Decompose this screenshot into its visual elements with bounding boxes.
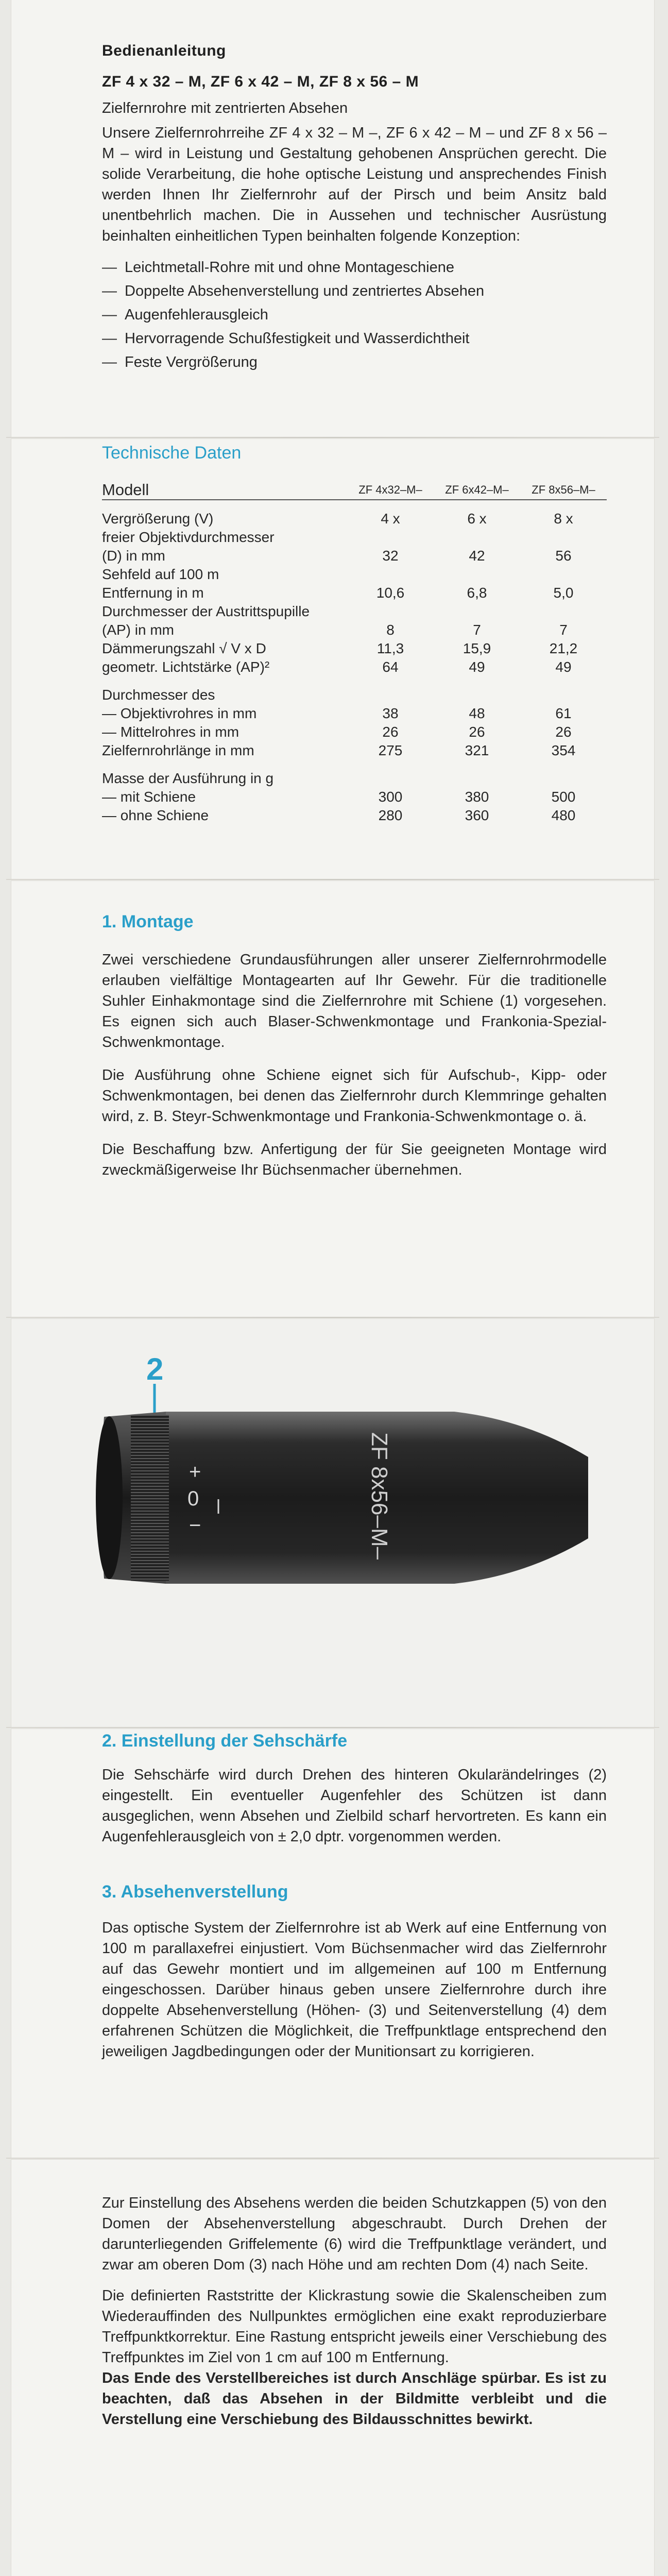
sehschaerfe-title: 2. Einstellung der Sehschärfe: [102, 1731, 348, 1751]
table-row: (D) in mm 32 42 56: [102, 548, 572, 564]
svg-text:+: +: [189, 1461, 201, 1483]
table-header: Modell ZF 4x32–M– ZF 6x42–M– ZF 8x56–M–: [102, 481, 595, 499]
table-row: Entfernung in m 10,6 6,8 5,0: [102, 585, 574, 601]
svg-text:0: 0: [187, 1487, 199, 1510]
list-item: — Leichtmetall-Rohre mit und ohne Montageschiene: [102, 259, 454, 276]
table-row: — Objektivrohres in mm 38 48 61: [102, 705, 572, 721]
intro-text: Unsere Zielfernrohrreihe ZF 4 x 32 – M –, ZF 6 x 42 – M – und ZF 8 x 56 – M – wird in Leistung und Gestaltung gehobenen Ansprüchen gerecht. Die solide Verarbeitung, die hohe optische Leistung und ansprechendes Finish werden Ihnen Ihr Zielfernrohr auf der Pirsch und beim Ansitz bald unentbehrlich machen. Die in Aussehen und technischer Ausrüstung beinhalten einheitlichen Typen beinhalten folgende Konzeption:: [102, 125, 607, 244]
table-row: freier Objektivdurchmesser: [102, 529, 275, 545]
absehen-paragraph-2: Zur Einstellung des Absehens werden die beiden Schutzkappen (5) von den Domen der Absehenverstellung abgeschraubt. Durch Drehen der darunterliegenden Griffelemente (6) wird die Treffpunktlage verändert, und zwar am oberen Dom (3) nach Höhe und am rechten Dom (4) nach Seite.: [102, 2195, 607, 2273]
callout-number: 2: [146, 1352, 164, 1386]
table-row: Sehfeld auf 100 m: [102, 566, 219, 582]
models-line: ZF 4 x 32 – M, ZF 6 x 42 – M, ZF 8 x 56 – M: [102, 73, 419, 90]
page-montage: [11, 881, 654, 1317]
subtitle: Zielfernrohre mit zentrierten Absehen: [102, 100, 348, 116]
montage-paragraph-2: Die Ausführung ohne Schiene eignet sich für Aufschub-, Kipp- oder Schwenkmontagen, bei denen das Zielfernrohr durch Klemmringe gehalten wird, z. B. Steyr-Schwenkmontage und Frankonia-Schwenkmontage o. ä.: [102, 1067, 607, 1125]
table-row: Zielfernrohrlänge in mm 275 321 354: [102, 742, 576, 758]
doc-type: Bedienanleitung: [102, 42, 226, 59]
list-item: — Augenfehlerausgleich: [102, 307, 268, 323]
page-adjustment: [11, 1729, 654, 2158]
table-row: — mit Schiene 300 380 500: [102, 789, 576, 805]
scope-eyepiece-photo: [11, 1319, 654, 1727]
tech-title: Technische Daten: [102, 443, 242, 463]
montage-paragraph-1: Zwei verschiedene Grundausführungen aller unserer Zielfernrohrmodelle erlauben vielfältige Montagearten auf Ihr Gewehr. Für die traditionelle Suhler Einhakmontage sind die Zielfernrohre mit Schiene (1) vorgesehen. Es eignen sich auch Blaser-Schwenkmontage und Frankonia-Spezial-Schwenkmontage.: [102, 952, 607, 1050]
table-row: (AP) in mm 8 7 7: [102, 622, 568, 638]
table-row: Vergrößerung (V) 4 x 6 x 8 x: [102, 511, 573, 527]
tech-table: [102, 481, 607, 825]
page-intro: [11, 0, 654, 437]
table-row: Durchmesser der Austrittspupille: [102, 603, 310, 619]
table-row: Dämmerungszahl √ V x D 11,3 15,9 21,2: [102, 640, 578, 656]
absehen-paragraph-3: Die definierten Raststritte der Klickrastung sowie die Skalenscheiben zum Wiederauffinden des Nullpunktes ermöglichen eine exakt reproduzierbare Treffpunktkorrektur. Eine Rastung entspricht jeweils einer Verschiebung des Treffpunktes im Ziel von 1 cm auf 100 m Entfernung.: [102, 2287, 607, 2366]
montage-paragraph-3: Die Beschaffung bzw. Anfertigung der für Sie geeigneten Montage wird zweckmäßigerweise Ihr Büchsenmacher übernehmen.: [102, 1141, 607, 1178]
montage-title: 1. Montage: [102, 912, 194, 931]
table-row: — Mittelrohres in mm 26 26 26: [102, 724, 572, 740]
table-row: Durchmesser des: [102, 687, 215, 703]
page-adjustment-continued: [11, 2160, 654, 2576]
absehen-title: 3. Absehenverstellung: [102, 1882, 288, 1902]
absehen-paragraph-4: Das Ende des Verstellbereiches ist durch Anschläge spürbar. Es ist zu beachten, daß das Absehen in der Bildmitte verbleibt und die Verstellung eine Verschiebung des Bildausschnittes bewirkt.: [102, 2370, 607, 2428]
table-row: — ohne Schiene 280 360 480: [102, 807, 576, 823]
page-tech: [11, 439, 654, 879]
list-item: — Doppelte Absehenverstellung und zentriertes Absehen: [102, 283, 485, 299]
scope-marking: ZF 8x56–M–: [367, 1432, 392, 1560]
svg-text:−: −: [189, 1514, 201, 1537]
list-item: — Feste Vergrößerung: [102, 354, 258, 370]
table-row: Masse der Ausführung in g: [102, 770, 274, 786]
feature-list: [102, 256, 607, 374]
sehschaerfe-paragraph: Die Sehschärfe wird durch Drehen des hinteren Okularändelringes (2) eingestellt. Ein eventueller Augenfehler des Schützen ist dann ausgeglichen, wenn Absehen und Zielbild scharf hervortreten. Es kann ein Augenfehlerausgleich von ± 2,0 dptr. vorgenommen werden.: [102, 1767, 607, 1845]
table-row: geometr. Lichtstärke (AP)² 64 49 49: [102, 659, 572, 675]
list-item: — Hervorragende Schußfestigkeit und Wasserdichtheit: [102, 330, 470, 347]
absehen-paragraph-1: Das optische System der Zielfernrohre ist ab Werk auf eine Entfernung von 100 m parallaxefrei einjustiert. Vom Büchsenmacher wird das Zielfernrohr auf das Gewehr montiert und im allgemeinen auf 100 m Entfernung eingeschossen. Darüber hinaus geben unsere Zielfernrohre durch ihre doppelte Absehenverstellung (Höhen- (3) und Seitenverstellung (4) dem erfahrenen Schützen die Möglichkeit, die Treffpunktlage entsprechend den jeweiligen Jagdbedingungen oder der Munitionsart zu korrigieren.: [102, 1920, 607, 2060]
page-photo: [11, 1319, 654, 1727]
